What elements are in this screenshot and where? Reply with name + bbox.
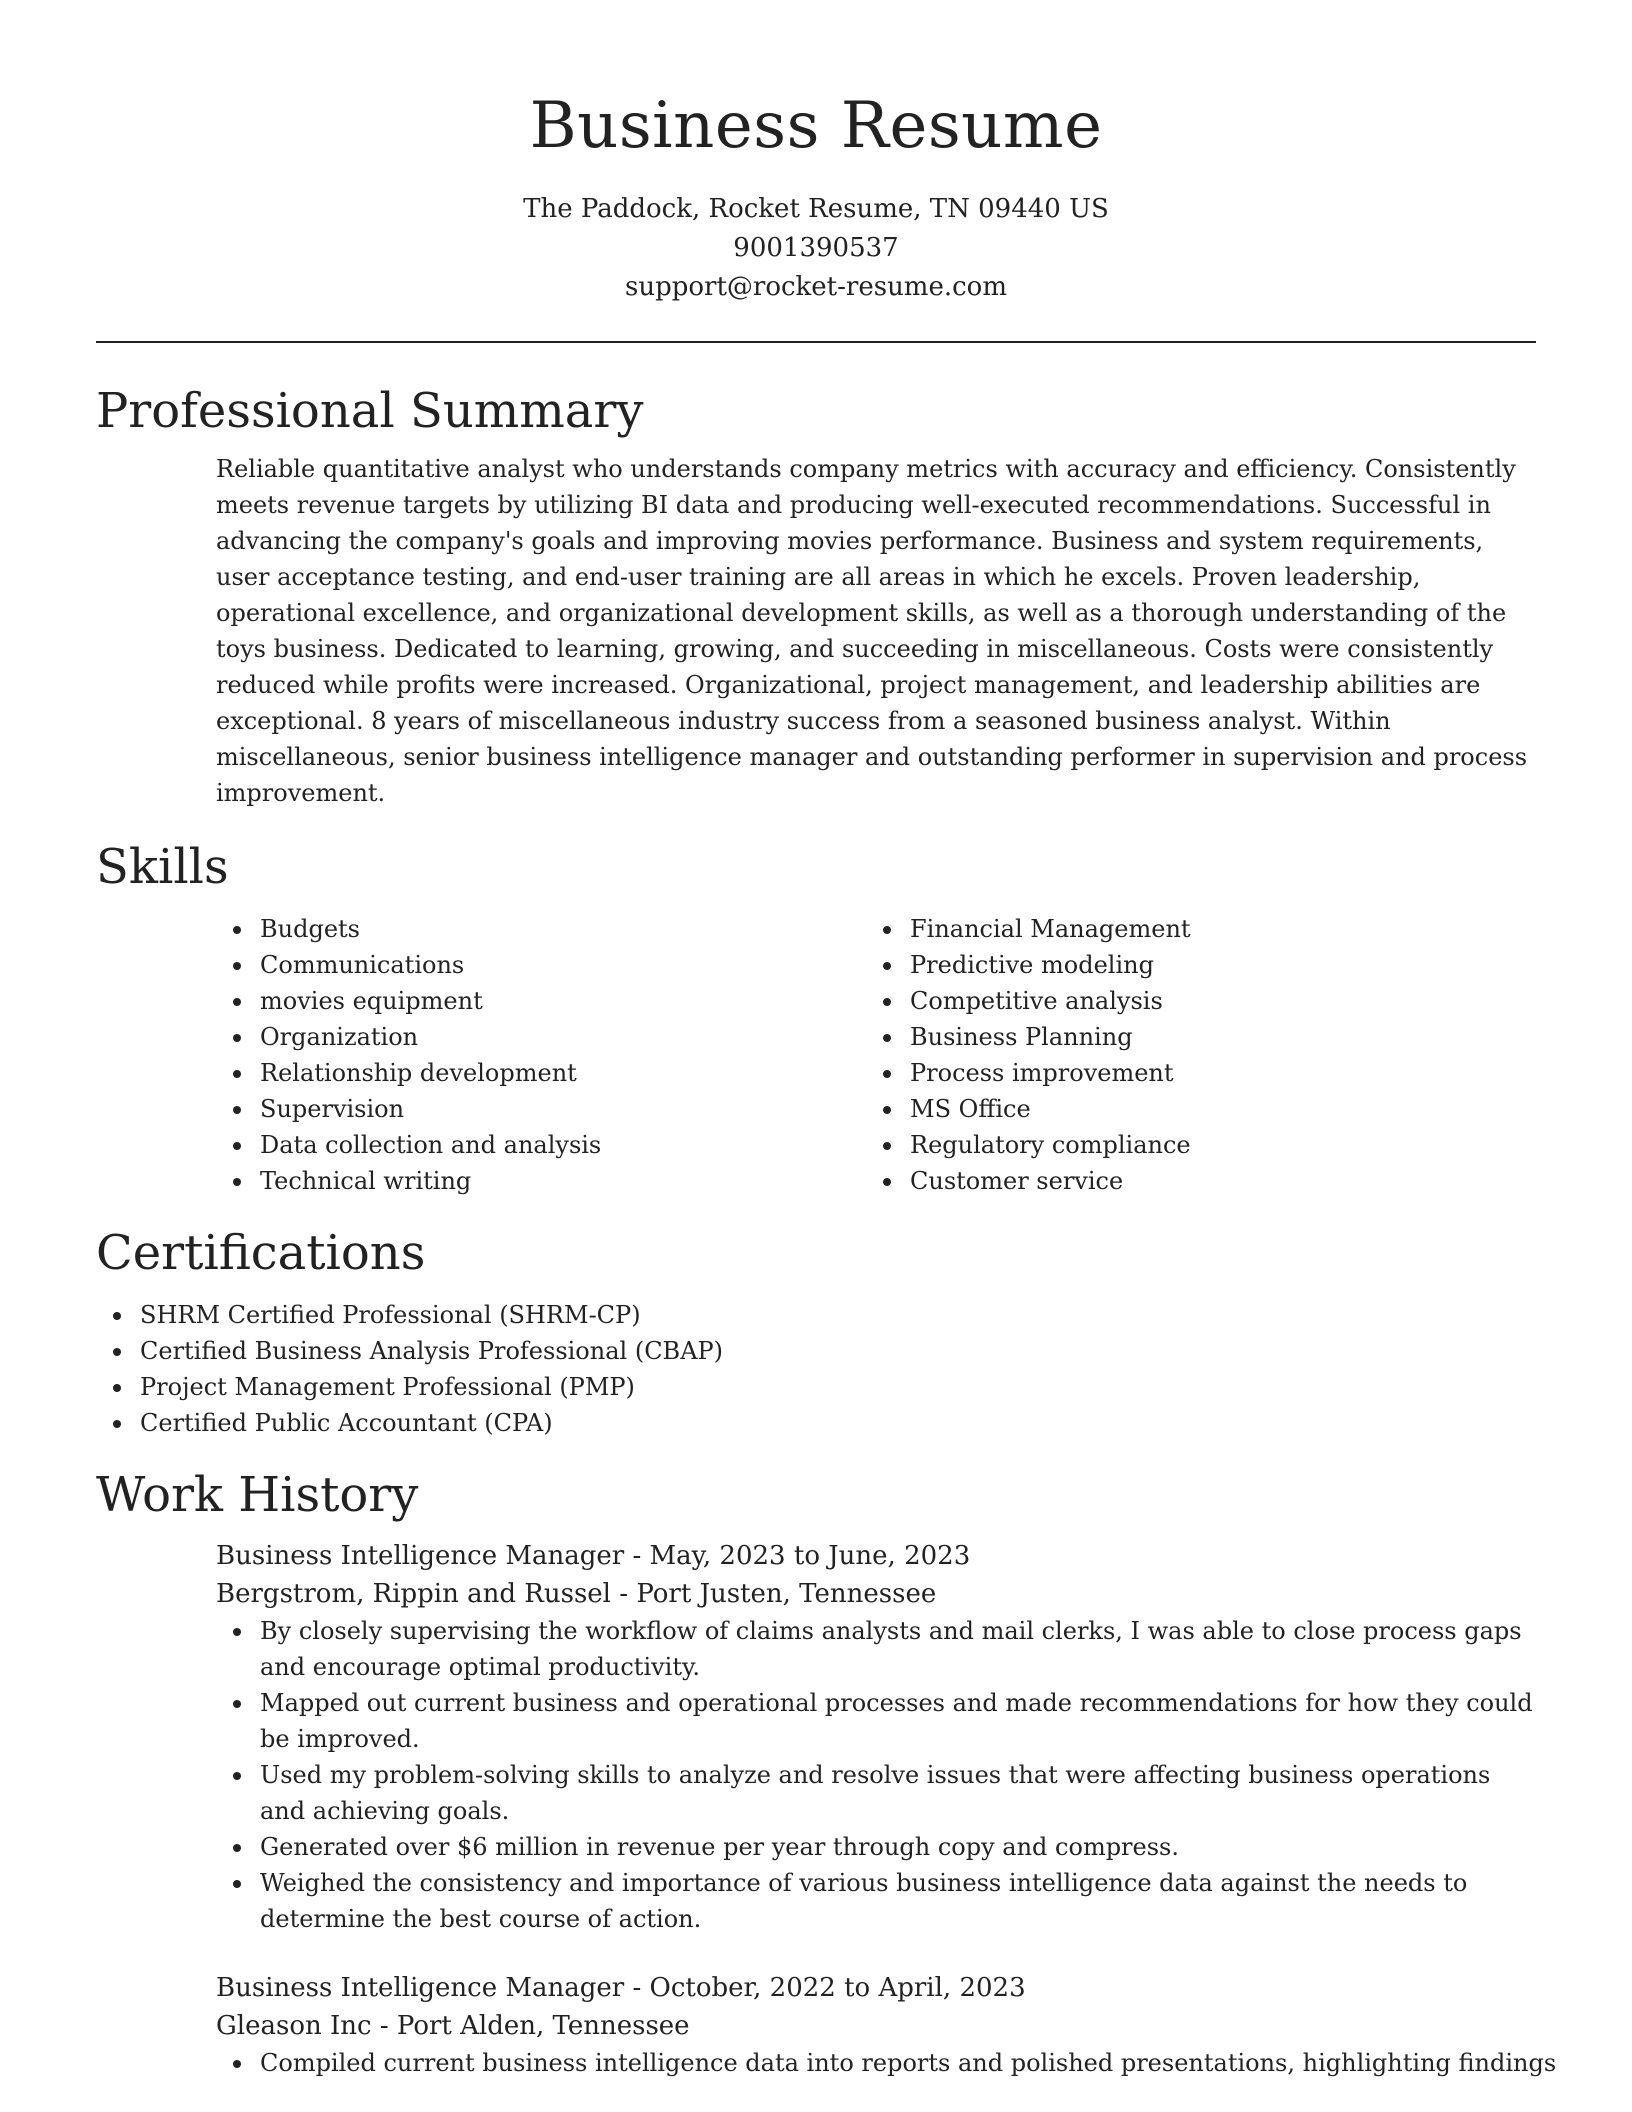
skills-list-left: [216, 911, 866, 1199]
certifications-heading: Certifications: [96, 1225, 426, 1281]
job-location: Port Alden, Tennessee: [396, 2011, 690, 2041]
skill-item: Predictive modeling: [866, 947, 1516, 983]
contact-email: support@rocket-resume.com: [624, 272, 1007, 302]
skill-item: movies equipment: [216, 983, 866, 1019]
summary-text: Reliable quantitative analyst who understands company metrics with accuracy and efficiency. Consistently meets revenue targets by utilizing BI data and producing well-executed recommendations. Successful in advancing the company's goals and improving movies performance. Business and system requirements, user acceptance testing, and end-user training are all areas in which he excels. Proven leadership, operational excellence, and organizational development skills, as well as a thorough understanding of the toys business. Dedicated to learning, growing, and succeeding in miscellaneous. Costs were consistently reduced while profits were increased. Organizational, project management, and leadership abilities are exceptional. 8 years of miscellaneous industry success from a seasoned business analyst. Within miscellaneous, senior business intelligence manager and outstanding performer in supervision and process improvement.: [216, 455, 1528, 807]
skill-item: Regulatory compliance: [866, 1127, 1516, 1163]
skill-item: MS Office: [866, 1091, 1516, 1127]
skills-grid: [216, 911, 1536, 1199]
job-bullet: Generated over $6 million in revenue per year through copy and compress.: [216, 1829, 1536, 1865]
skill-item: Competitive analysis: [866, 983, 1516, 1019]
job-company-line: Gleason Inc - Port Alden, Tennessee: [216, 2011, 690, 2041]
contact-address: The Paddock, Rocket Resume, TN 09440 US: [523, 194, 1109, 224]
skill-item: Process improvement: [866, 1055, 1516, 1091]
contact-block: [96, 190, 1536, 307]
skill-item: Financial Management: [866, 911, 1516, 947]
contact-phone: 9001390537: [733, 233, 899, 263]
certification-item: Project Management Professional (PMP): [96, 1369, 1536, 1405]
job-bullet: By closely supervising the workflow of claims analysts and mail clerks, I was able to close process gaps and encourage optimal productivity.: [216, 1613, 1536, 1685]
summary-heading: Professional Summary: [96, 383, 644, 439]
skills-column-left: [216, 911, 866, 1199]
job-bullet: Mapped out current business and operational processes and made recommendations for how they could be improved.: [216, 1685, 1536, 1757]
header-divider: [96, 341, 1536, 343]
job-company: Bergstrom, Rippin and Russel: [216, 1579, 611, 1609]
job-bullets: [216, 2045, 1557, 2081]
job-title-line: Business Intelligence Manager - October, 2022 to April, 2023: [216, 1973, 1026, 2003]
job-company: Gleason Inc: [216, 2011, 372, 2041]
skills-list-right: [866, 911, 1516, 1199]
job-bullet: Used my problem-solving skills to analyze and resolve issues that were affecting business operations and achieving goals.: [216, 1757, 1536, 1829]
job-title: Business Intelligence Manager: [216, 1973, 625, 2003]
skill-item: Technical writing: [216, 1163, 866, 1199]
job-bullets: [216, 1613, 1536, 1937]
work-history-heading: Work History: [96, 1467, 419, 1523]
job-bullet: Weighed the consistency and importance of various business intelligence data against the needs to determine the best course of action.: [216, 1865, 1536, 1937]
job-dates: May, 2023 to June, 2023: [649, 1541, 971, 1571]
certifications-list: [96, 1297, 1536, 1441]
resume-page: [96, 0, 1557, 2081]
job-entry: [216, 1969, 1557, 2081]
skill-item: Customer service: [866, 1163, 1516, 1199]
job-bullet: Compiled current business intelligence data into reports and polished presentations, highlighting findings: [216, 2045, 1536, 2081]
job-title: Business Intelligence Manager: [216, 1541, 625, 1571]
skill-item: Supervision: [216, 1091, 866, 1127]
job-entry: [216, 1537, 1536, 1937]
job-title-line: Business Intelligence Manager - May, 2023 to June, 2023: [216, 1541, 971, 1571]
resume-name: Business Resume: [529, 89, 1103, 163]
skill-item: Communications: [216, 947, 866, 983]
skill-item: Budgets: [216, 911, 866, 947]
skill-item: Relationship development: [216, 1055, 866, 1091]
job-company-line: Bergstrom, Rippin and Russel - Port Justen, Tennessee: [216, 1579, 937, 1609]
skills-column-right: [866, 911, 1516, 1199]
skills-heading: Skills: [96, 839, 229, 895]
skill-item: Business Planning: [866, 1019, 1516, 1055]
certification-item: Certified Public Accountant (CPA): [96, 1405, 1536, 1441]
certification-item: Certified Business Analysis Professional (CBAP): [96, 1333, 1536, 1369]
skill-item: Organization: [216, 1019, 866, 1055]
skill-item: Data collection and analysis: [216, 1127, 866, 1163]
certification-item: SHRM Certified Professional (SHRM-CP): [96, 1297, 1536, 1333]
job-location: Port Justen, Tennessee: [636, 1579, 937, 1609]
job-dates: October, 2022 to April, 2023: [649, 1973, 1026, 2003]
